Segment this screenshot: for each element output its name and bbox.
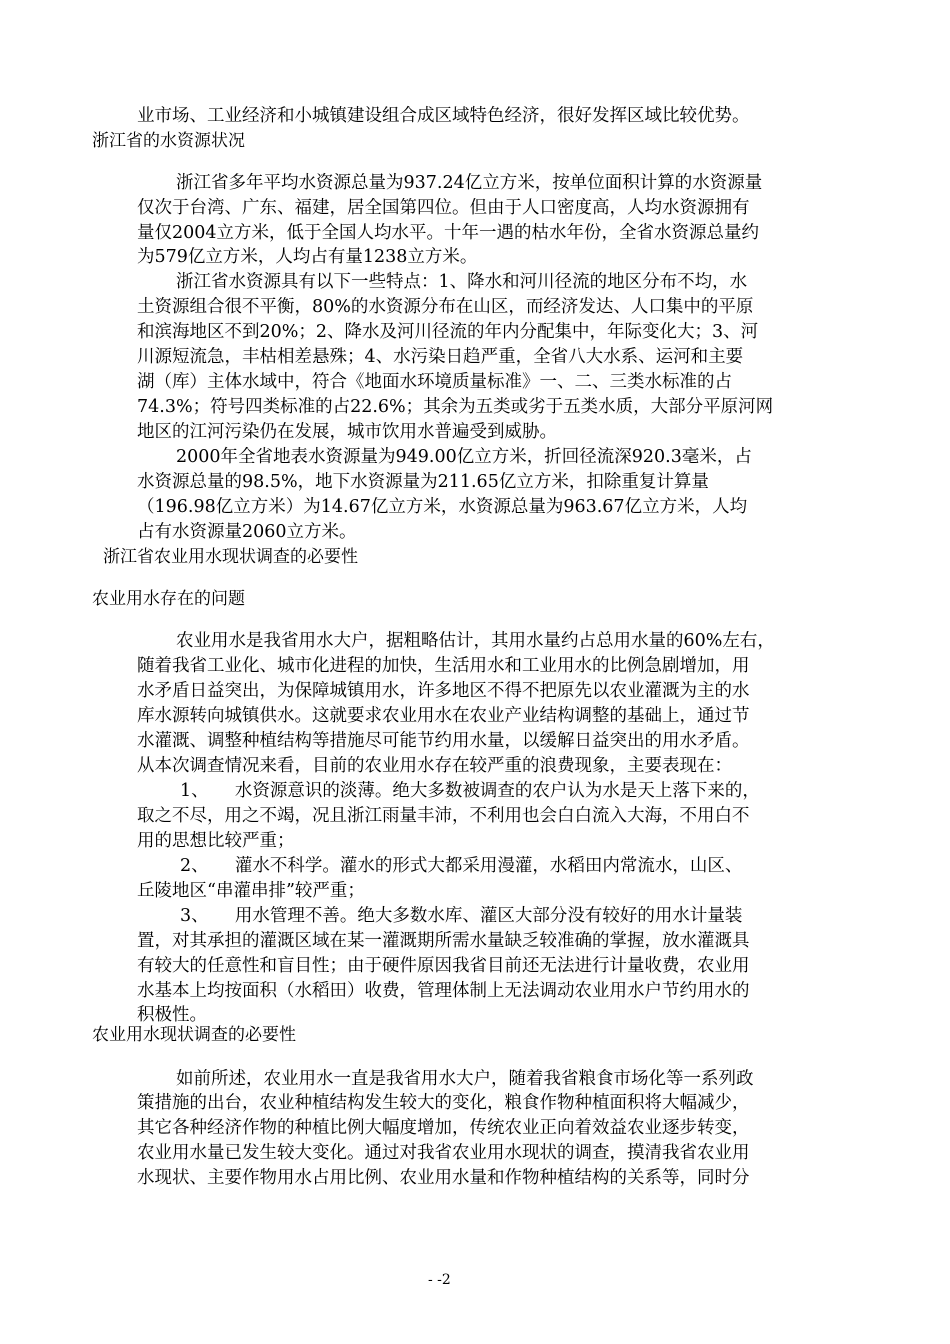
- text-line: 水资源总量的98.5%，地下水资源量为211.65亿立方米，扣除重复计算量: [137, 472, 709, 492]
- list-item: 1、 水资源意识的淡薄。绝大多数被调查的农户认为水是天上落下来的，: [180, 781, 760, 801]
- section-heading: 农业用水现状调查的必要性: [92, 1025, 296, 1045]
- text-line: 业市场、工业经济和小城镇建设组合成区域特色经济，很好发挥区域比较优势。: [137, 106, 750, 126]
- section-heading: 浙江省的水资源状况: [92, 131, 245, 151]
- text-line: 用的思想比较严重；: [137, 831, 295, 851]
- text-line: 随着我省工业化、城市化进程的加快，生活用水和工业用水的比例急剧增加，用: [137, 656, 750, 676]
- text-line: 积极性。: [137, 1005, 207, 1025]
- text-line: 农业用水是我省用水大户，据粗略估计，其用水量约占总用水量的60%左右，: [176, 631, 775, 651]
- text-line: （196.98亿立方米）为14.67亿立方米，水资源总量为963.67亿立方米，人均: [137, 497, 748, 517]
- text-line: 丘陵地区“串灌串排”较严重；: [137, 881, 365, 901]
- text-line: 地区的江河污染仍在发展，城市饮用水普遍受到威胁。: [137, 422, 557, 442]
- text-line: 土资源组合很不平衡，80%的水资源分布在山区，而经济发达、人口集中的平原: [137, 297, 754, 317]
- text-line: 2000年全省地表水资源量为949.00亿立方米，折回径流深920.3毫米，占: [176, 447, 752, 467]
- text-line: 和滨海地区不到20%；2、降水及河川径流的年内分配集中，年际变化大；3、河: [137, 322, 759, 342]
- text-line: 量仅2004立方米，低于全国人均水平。十年一遇的枯水年份，全省水资源总量约: [137, 223, 760, 243]
- section-heading: 农业用水存在的问题: [92, 589, 245, 609]
- text-line: 从本次调查情况来看，目前的农业用水存在较严重的浪费现象，主要表现在：: [137, 756, 732, 776]
- text-line: 为579亿立方米，人均占有量1238立方米。: [137, 247, 478, 267]
- text-line: 策措施的出台，农业种植结构发生较大的变化，粮食作物种植面积将大幅减少，: [137, 1093, 750, 1113]
- text-line: 仅次于台湾、广东、福建，居全国第四位。但由于人口密度高，人均水资源拥有: [137, 198, 750, 218]
- text-line: 74.3%；符号四类标准的占22.6%；其余为五类或劣于五类水质，大部分平原河网: [137, 397, 774, 417]
- text-line: 置，对其承担的灌溉区域在某一灌溉期所需水量缺乏较准确的掌握，放水灌溉具: [137, 931, 750, 951]
- text-line: 有较大的任意性和盲目性；由于硬件原因我省目前还无法进行计量收费，农业用: [137, 956, 750, 976]
- list-item: 2、 灌水不科学。灌水的形式大都采用漫灌，水稻田内常流水，山区、: [180, 856, 743, 876]
- text-line: 占有水资源量2060立方米。: [137, 522, 357, 542]
- text-line: 浙江省水资源具有以下一些特点：1、降水和河川径流的地区分布不均，水: [176, 272, 748, 292]
- text-line: 水现状、主要作物用水占用比例、农业用水量和作物种植结构的关系等，同时分: [137, 1168, 750, 1188]
- text-line: 浙江省多年平均水资源总量为937.24亿立方米，按单位面积计算的水资源量: [176, 173, 763, 193]
- text-line: 农业用水量已发生较大变化。通过对我省农业用水现状的调查，摸清我省农业用: [137, 1143, 750, 1163]
- text-line: 川源短流急，丰枯相差悬殊；4、水污染日趋严重，全省八大水系、运河和主要: [137, 347, 744, 367]
- list-item: 3、 用水管理不善。绝大多数水库、灌区大部分没有较好的用水计量装: [180, 906, 743, 926]
- text-line: 其它各种经济作物的种植比例大幅度增加，传统农业正向着效益农业逐步转变，: [137, 1118, 750, 1138]
- page-number: - -2: [428, 1272, 451, 1288]
- text-line: 水基本上均按面积（水稻田）收费，管理体制上无法调动农业用水户节约用水的: [137, 981, 750, 1001]
- text-line: 取之不尽，用之不竭，况且浙江雨量丰沛，不利用也会白白流入大海，不用白不: [137, 806, 750, 826]
- text-line: 如前所述，农业用水一直是我省用水大户，随着我省粮食市场化等一系列政: [176, 1069, 754, 1089]
- section-heading: 浙江省农业用水现状调查的必要性: [103, 547, 358, 567]
- text-line: 湖（库）主体水域中，符合《地面水环境质量标准》一、二、三类水标准的占: [137, 372, 732, 392]
- text-line: 水灌溉、调整种植结构等措施尽可能节约用水量，以缓解日益突出的用水矛盾。: [137, 731, 750, 751]
- text-line: 库水源转向城镇供水。这就要求农业用水在农业产业结构调整的基础上，通过节: [137, 706, 750, 726]
- text-line: 水矛盾日益突出，为保障城镇用水，许多地区不得不把原先以农业灌溉为主的水: [137, 681, 750, 701]
